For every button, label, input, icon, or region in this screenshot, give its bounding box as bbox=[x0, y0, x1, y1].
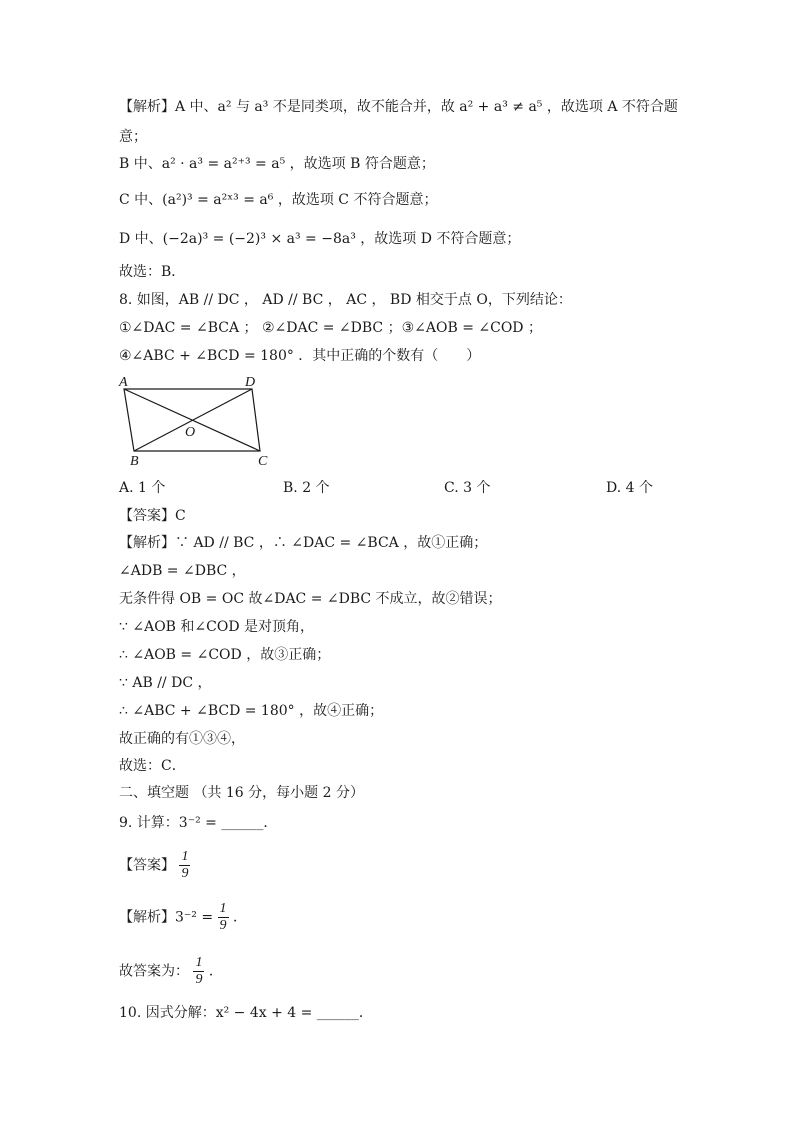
analysis-line-8: 故正确的有①③④， bbox=[119, 731, 245, 747]
solution-line-1: 【解析】A 中、a² 与 a³ 不是同类项，故不能合并，故 a² + a³ ≠ a⁵ ，故选项 A 不符合题 bbox=[119, 99, 678, 115]
final-end: ． bbox=[208, 963, 223, 980]
analysis-line-2: ∠ADB = ∠DBC ， bbox=[119, 563, 246, 579]
option-b: B. 2 个 bbox=[283, 480, 330, 496]
fraction-analysis bbox=[218, 901, 229, 934]
question-8-statements-2: ④∠ABC + ∠BCD = 180° ．其中正确的个数有（ ） bbox=[119, 348, 481, 364]
fraction-numerator: 1 bbox=[219, 901, 227, 916]
fraction-numerator: 1 bbox=[181, 849, 189, 864]
analysis-line-9: 故选：C． bbox=[119, 758, 186, 774]
vertex-label-b: B bbox=[130, 454, 139, 468]
analysis-line-4: ∵ ∠AOB 和∠COD 是对顶角， bbox=[119, 619, 315, 635]
analysis-line-6: ∵ AB // DC ， bbox=[119, 675, 212, 691]
fraction-numerator: 1 bbox=[195, 955, 203, 970]
question-9-answer bbox=[119, 849, 190, 882]
fraction-answer bbox=[179, 849, 190, 882]
question-8-stem: 8. 如图，AB // DC ， AD // BC ， AC ， BD 相交于点 O，下列结论： bbox=[119, 292, 572, 308]
analysis-line-7: ∴ ∠ABC + ∠BCD = 180° ，故④正确； bbox=[119, 703, 384, 719]
vertex-label-a: A bbox=[119, 375, 128, 390]
option-d: D. 4 个 bbox=[606, 480, 653, 496]
question-8-statements-1: ①∠DAC = ∠BCA ； ②∠DAC = ∠DBC ；③∠AOB = ∠COD ； bbox=[119, 320, 542, 336]
final-label: 故答案为： bbox=[119, 963, 189, 980]
analysis-line-3: 无条件得 OB = OC 故∠DAC = ∠DBC 不成立，故②错误； bbox=[119, 591, 502, 607]
diagonal-bd bbox=[134, 389, 252, 451]
fraction-denominator: 9 bbox=[219, 918, 227, 933]
question-9-final bbox=[119, 955, 223, 988]
vertex-label-c: C bbox=[258, 454, 268, 468]
center-label-o: O bbox=[185, 425, 196, 440]
parallelogram-figure bbox=[112, 372, 282, 468]
option-a: A. 1 个 bbox=[119, 480, 166, 496]
question-10-stem: 10. 因式分解：x² − 4x + 4 = ______． bbox=[119, 1005, 373, 1021]
analysis-line-1: 【解析】∵ AD // BC ，∴ ∠DAC = ∠BCA ，故①正确； bbox=[119, 535, 488, 551]
analysis-label: 【解析】3⁻² = bbox=[119, 909, 214, 926]
answer-line: 【答案】C bbox=[119, 508, 186, 524]
vertex-label-d: D bbox=[245, 375, 256, 390]
solution-line-4: C 中、(a²)³ = a²ˣ³ = a⁶ ，故选项 C 不符合题意； bbox=[119, 192, 438, 208]
solution-line-5: D 中、(−2a)³ = (−2)³ × a³ = −8a³ ，故选项 D 不符合题意； bbox=[119, 231, 521, 247]
analysis-line-5: ∴ ∠AOB = ∠COD ，故③正确； bbox=[119, 647, 331, 663]
answer-label: 【答案】 bbox=[119, 857, 175, 874]
solution-line-6: 故选：B． bbox=[119, 264, 186, 280]
analysis-end: ． bbox=[233, 909, 247, 926]
question-9-analysis bbox=[119, 901, 247, 934]
question-9-stem: 9. 计算：3⁻² = ______． bbox=[119, 815, 278, 831]
fraction-denominator: 9 bbox=[181, 866, 189, 881]
option-c: C. 3 个 bbox=[444, 480, 491, 496]
solution-line-3: B 中、a² · a³ = a²⁺³ = a⁵ ，故选项 B 符合题意； bbox=[119, 156, 435, 172]
solution-line-2: 意； bbox=[119, 129, 147, 145]
section-heading: 二、填空题 （共 16 分，每小题 2 分） bbox=[119, 785, 364, 801]
fraction-final bbox=[193, 955, 204, 988]
fraction-denominator: 9 bbox=[195, 972, 203, 987]
